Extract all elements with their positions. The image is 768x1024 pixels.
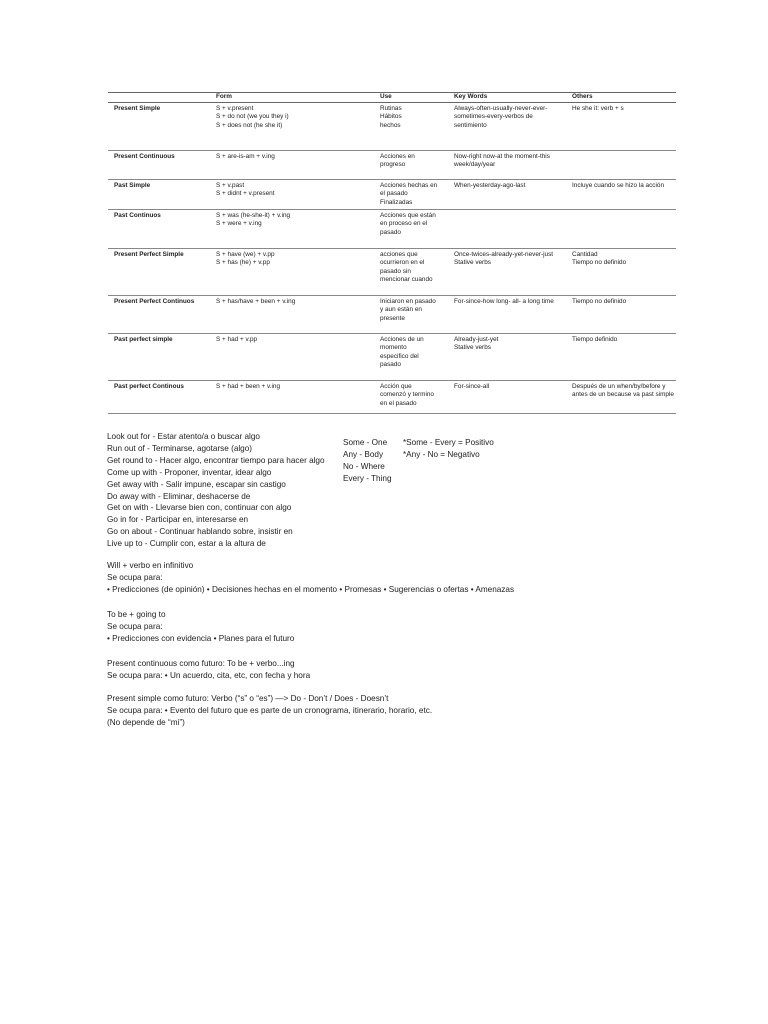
form-cell — [210, 209, 374, 248]
others-cell: He she it: verb + s — [566, 102, 676, 150]
future-going-line: • Predicciones con evidencia • Planes para el futuro — [107, 633, 295, 643]
form-cell — [210, 179, 374, 209]
form-line: S + had + v.pp — [216, 335, 258, 343]
form-line: S + has (he) + v.pp — [216, 259, 270, 267]
others-cell: Cantidad Tiempo no definido — [566, 248, 676, 295]
verb-tenses-table — [108, 92, 676, 414]
form-cell — [210, 333, 374, 380]
use-cell — [374, 102, 448, 150]
form-line: S + didnt + v.present — [216, 190, 275, 198]
header-use: Use — [374, 93, 448, 103]
header-others: Others — [566, 93, 676, 103]
use-cell — [374, 248, 448, 295]
use-line: mencionar cuando — [380, 276, 433, 284]
table-row — [108, 150, 676, 179]
use-line: presente — [380, 314, 405, 322]
use-cell — [374, 380, 448, 413]
future-going-line: Se ocupa para: — [107, 621, 163, 631]
use-line: el pasado — [380, 190, 408, 198]
use-line: y aun están en — [380, 306, 422, 314]
form-line: S + do not (we you they i) — [216, 113, 289, 121]
use-line: en el pasado — [380, 399, 417, 407]
use-line: pasado sin — [380, 267, 411, 275]
use-line: momento — [380, 344, 407, 352]
others-cell: Tiempo no definido — [566, 295, 676, 333]
table-header-row — [108, 93, 676, 103]
use-line: Finalizadas — [380, 198, 413, 206]
form-line: S + v.present — [216, 104, 254, 112]
use-line: ocurrieron en el — [380, 259, 425, 267]
future-continuous-section — [107, 658, 310, 682]
others-cell: Incluye cuando se hizo la acción — [566, 179, 676, 209]
use-line: Acción que — [380, 382, 412, 390]
use-line: acciones que — [380, 250, 418, 258]
use-line: progreso — [380, 161, 406, 169]
tense-name: Past perfect Continous — [108, 380, 210, 413]
use-cell — [374, 295, 448, 333]
table-row — [108, 102, 676, 150]
quantifier-item: No - Where — [343, 461, 385, 471]
header-form: Form — [210, 93, 374, 103]
form-cell — [210, 102, 374, 150]
tense-name: Present Perfect Continuos — [108, 295, 210, 333]
phrasal-verbs-list — [107, 431, 325, 550]
quantifier-rules — [403, 437, 494, 461]
form-line: S + does not (he she it) — [216, 121, 283, 129]
key-words-cell: Once-twices-already-yet-never-just Stative verbs — [448, 248, 566, 295]
others-cell — [566, 209, 676, 248]
form-line: S + was (he-she-it) + v.ing — [216, 211, 291, 219]
future-present-simple-section — [107, 693, 432, 729]
form-line: S + v.past — [216, 181, 245, 189]
form-line: S + have (we) + v.pp — [216, 250, 275, 258]
others-cell — [566, 150, 676, 179]
quantifier-item: Every - Thing — [343, 473, 392, 483]
tense-name: Past Continuos — [108, 209, 210, 248]
use-line: en proceso en el — [380, 220, 428, 228]
future-going-line: To be + going to — [107, 610, 166, 619]
phrasal-verb-item: Do away with - Eliminar, deshacerse de — [107, 491, 251, 501]
tense-name: Past perfect simple — [108, 333, 210, 380]
future-will-section — [107, 560, 514, 596]
tense-name: Present Continuous — [108, 150, 210, 179]
use-line: Acciones hechas en — [380, 181, 438, 189]
form-line: S + were + v.ing — [216, 220, 262, 228]
table-row — [108, 179, 676, 209]
key-words-cell: For-since-all — [448, 380, 566, 413]
table-row — [108, 209, 676, 248]
use-line: Hábitos — [380, 113, 402, 121]
table-row — [108, 295, 676, 333]
phrasal-verb-item: Go in for - Participar en, interesarse en — [107, 515, 249, 525]
key-words-cell — [448, 209, 566, 248]
phrasal-verb-item: Live up to - Cumplir con, estar a la altura de — [107, 539, 266, 549]
quantifier-rule: *Some - Every = Positivo — [403, 438, 494, 447]
quantifier-list — [343, 437, 392, 485]
future-will-line: • Predicciones (de opinión) • Decisiones hechas en el momento • Promesas • Sugerencias o ofertas • Amenazas — [107, 584, 515, 594]
use-cell — [374, 150, 448, 179]
future-will-line: Se ocupa para: — [107, 572, 163, 582]
future-going-to-section — [107, 609, 294, 645]
phrasal-verb-item: Look out for - Estar atento/a o buscar algo — [107, 432, 260, 441]
key-words-cell: For-since-how long- all- a long time — [448, 295, 566, 333]
key-words-cell: Now-right now-at the moment-this week/day/year — [448, 150, 566, 179]
future-continuous-line: Present continuous como futuro: To be + verbo...ing — [107, 659, 295, 668]
form-line: S + are-is-am + v.ing — [216, 152, 275, 160]
tense-name: Present Simple — [108, 102, 210, 150]
use-cell — [374, 209, 448, 248]
table-row — [108, 333, 676, 380]
others-cell: Tiempo definido — [566, 333, 676, 380]
key-words-cell: Always-often-usually-never-ever-sometimes-every-verbos de sentimiento — [448, 102, 566, 150]
future-simple-line: (No depende de “mi”) — [107, 717, 185, 727]
quantifier-item: Some - One — [343, 438, 388, 447]
key-words-cell: When-yesterday-ago-last — [448, 179, 566, 209]
quantifier-rule: *Any - No = Negativo — [403, 449, 480, 459]
form-cell — [210, 150, 374, 179]
phrasal-verb-item: Run out of - Terminarse, agotarse (algo) — [107, 443, 253, 453]
use-line: Rutinas — [380, 104, 402, 112]
future-simple-line: Present simple como futuro: Verbo (“s” o “es”) —> Do - Don’t / Does - Doesn’t — [107, 694, 389, 703]
table-row — [108, 248, 676, 295]
form-line: S + had + been + v.ing — [216, 382, 281, 390]
use-line: pasado — [380, 228, 401, 236]
use-cell — [374, 333, 448, 380]
use-line: pasado — [380, 361, 401, 369]
use-line: Acciones en — [380, 152, 415, 160]
form-cell — [210, 295, 374, 333]
others-cell: Después de un when/by/before y antes de un because va past simple — [566, 380, 676, 413]
table-row — [108, 380, 676, 413]
use-line: comenzó y termino — [380, 391, 434, 399]
future-simple-line: Se ocupa para: • Evento del futuro que es parte de un cronograma, itinerario, horario, etc. — [107, 705, 433, 715]
quantifier-item: Any - Body — [343, 449, 384, 459]
form-line: S + has/have + been + v.ing — [216, 297, 296, 305]
tense-name: Present Perfect Simple — [108, 248, 210, 295]
form-cell — [210, 248, 374, 295]
phrasal-verb-item: Come up with - Proponer, inventar, idear algo — [107, 467, 272, 477]
future-continuous-line: Se ocupa para: • Un acuerdo, cita, etc, con fecha y hora — [107, 670, 311, 680]
phrasal-verb-item: Go on about - Continuar hablando sobre, insistir en — [107, 527, 293, 537]
use-line: Acciones que están — [380, 211, 436, 219]
use-cell — [374, 179, 448, 209]
tense-name: Past Simple — [108, 179, 210, 209]
phrasal-verb-item: Get on with - Llevarse bien con, continuar con algo — [107, 503, 292, 513]
form-cell — [210, 380, 374, 413]
use-line: hechos — [380, 121, 401, 129]
use-line: Iniciaron en pasado — [380, 297, 436, 305]
use-line: Acciones de un — [380, 335, 424, 343]
phrasal-verb-item: Get round to - Hacer algo, encontrar tiempo para hacer algo — [107, 455, 325, 465]
header-key-words: Key Words — [448, 93, 566, 103]
future-will-line: Will + verbo en infinitivo — [107, 561, 194, 570]
use-line: especifico del — [380, 352, 419, 360]
key-words-cell: Already-just-yet Stative verbs — [448, 333, 566, 380]
phrasal-verb-item: Get away with - Salir impune, escapar sin castigo — [107, 479, 286, 489]
header-tense — [108, 93, 210, 103]
